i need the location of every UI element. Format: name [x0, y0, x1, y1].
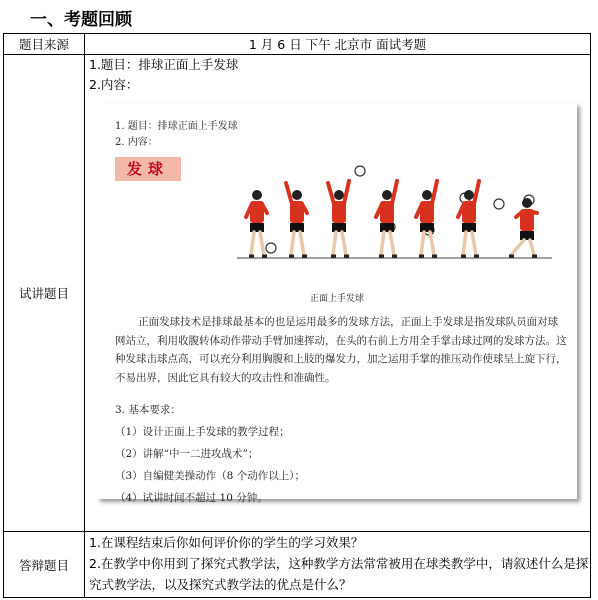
server-figure — [509, 198, 537, 256]
trial-title: 1.题目：排球正面上手发球 — [89, 57, 239, 72]
source-row — [4, 34, 591, 55]
trial-label: 试讲题目 — [4, 55, 85, 532]
serve-badge: 发球 — [115, 157, 181, 181]
defense-questions-cell — [85, 532, 591, 598]
source-value: 1 月 6 日 下午 北京市 面试考题 — [85, 34, 591, 55]
scanned-exam-image — [97, 103, 577, 504]
requirement-item: （1）设计正面上手发球的教学过程； — [115, 426, 290, 438]
exam-table — [3, 33, 591, 598]
defense-question: 1.在课程结束后你如何评价你的学生的学习效果？ — [89, 535, 364, 550]
trial-content-cell — [85, 55, 591, 532]
scan-title: 1. 题目：排球正面上手发球 — [115, 121, 238, 132]
defense-question: 2.在教学中你用到了探究式教学法，这种教学方法常常被用在球类教学中，请叙述什么是探究式教学法，以及探究式教学法的优点是什么？ — [89, 556, 589, 592]
server-figure — [328, 181, 349, 256]
ball-icon — [266, 243, 276, 253]
illustration-caption: 正面上手发球 — [309, 294, 364, 304]
server-figure — [246, 190, 267, 256]
scan-content-label: 2. 内容： — [115, 137, 158, 148]
trial-row — [4, 55, 591, 532]
ball-icon — [494, 199, 504, 209]
server-figure — [376, 181, 397, 256]
trial-content-label: 2.内容： — [89, 77, 139, 92]
server-figure — [458, 181, 479, 256]
ball-icon — [355, 166, 365, 176]
requirement-item: （4）试讲时间不超过 10 分钟。 — [115, 492, 268, 504]
description-paragraph: 正面发球技术是排球最基本的也是运用最多的发球方法，正面上手发球是指发球队员面对球网站立，利用收腹转体动作带动手臂加速挥动，在头的右前上方用全手掌击球过网的发球方法。这种发球击球点高，可以充分利用胸腹和上肢的爆发力，加之运用手掌的推压动作使球呈上旋下行，不易出界，因此它具有较大的攻击性和准确性。 — [115, 316, 567, 384]
requirement-item: （3）自编健美操动作（8 个动作以上）； — [115, 470, 305, 482]
server-figure — [416, 181, 437, 256]
defense-row — [4, 532, 591, 598]
serve-sequence-illustration — [97, 133, 577, 293]
server-figure — [286, 183, 307, 256]
requirements-title: 3. 基本要求： — [115, 404, 181, 416]
section-heading: 一、考题回顾 — [30, 10, 132, 30]
defense-label: 答辩题目 — [4, 532, 85, 598]
source-label: 题目来源 — [4, 34, 85, 55]
requirement-item: （2）讲解“中一二进攻战术”； — [115, 448, 259, 460]
